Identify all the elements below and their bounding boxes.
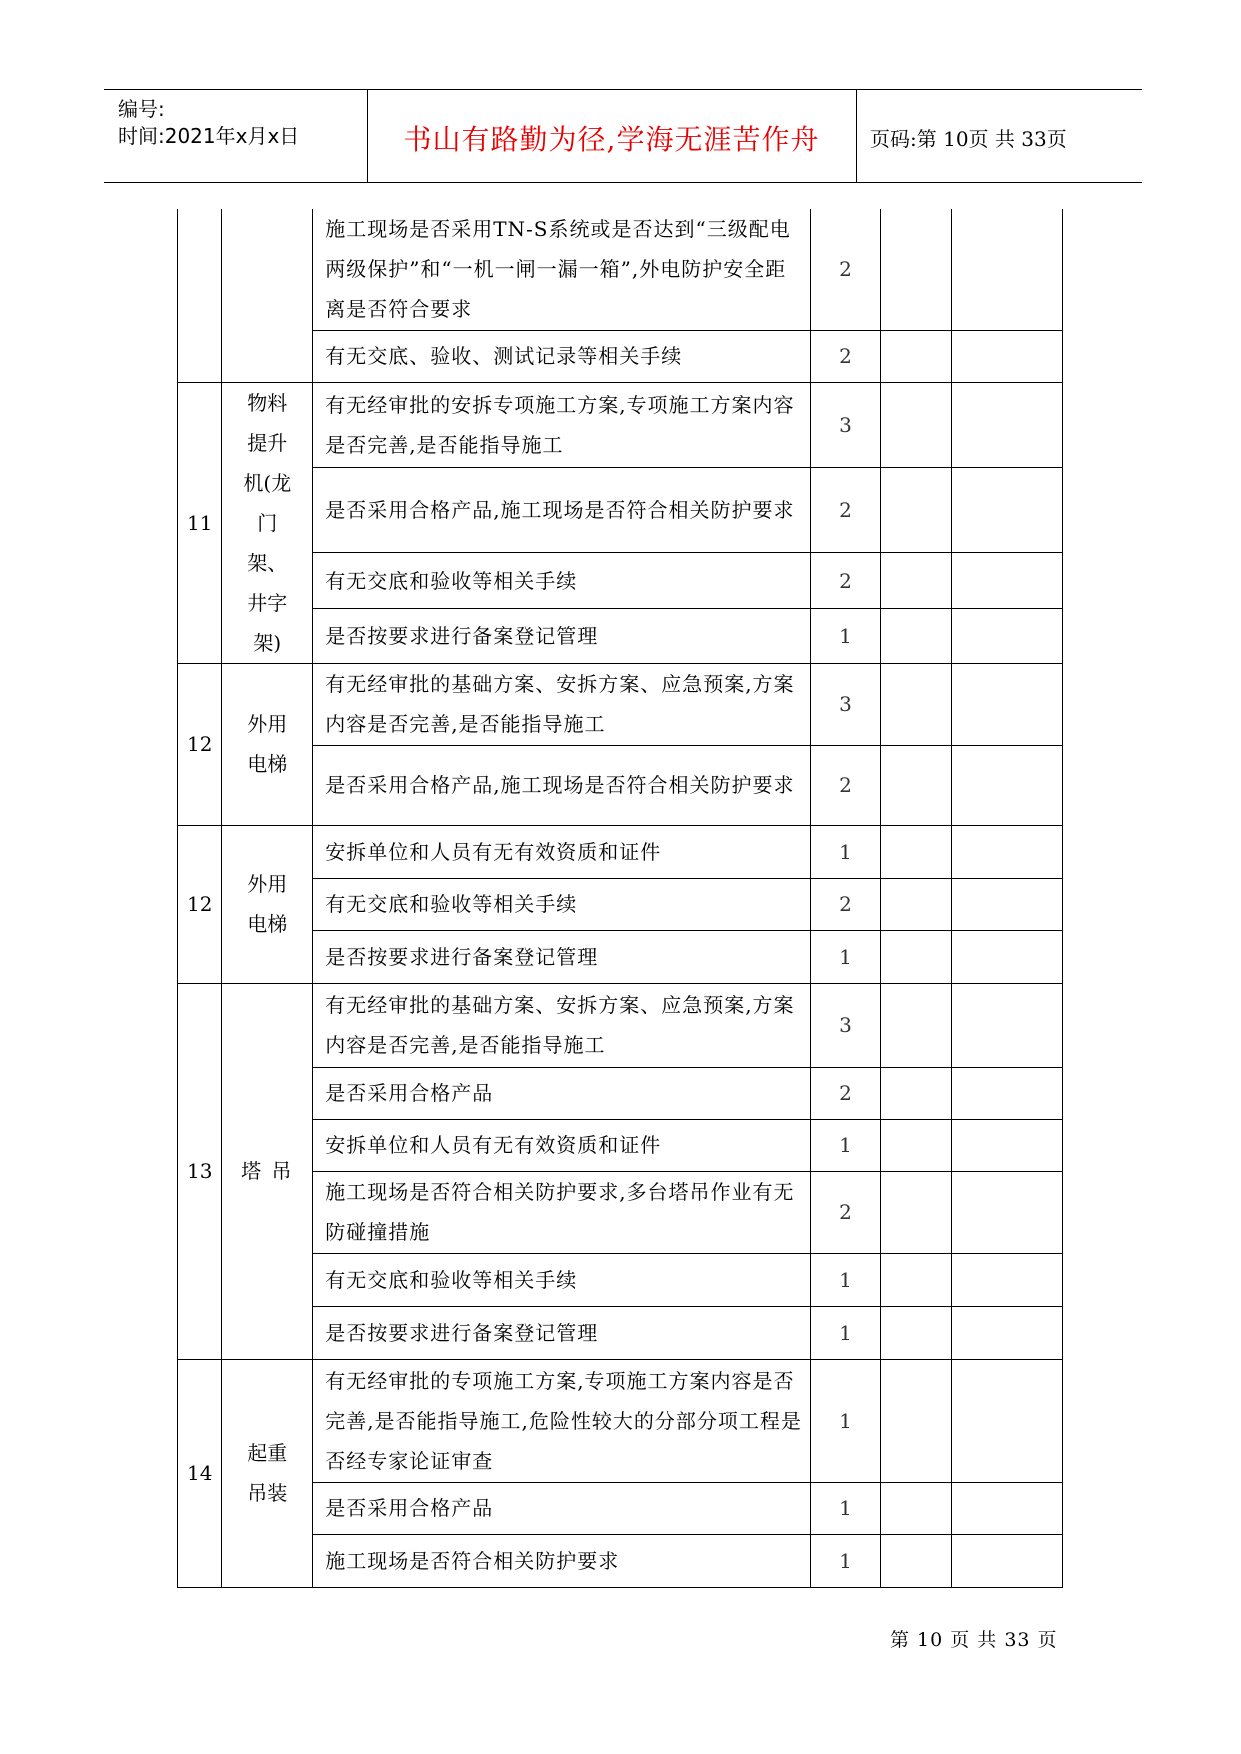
group-number-cell: 12: [178, 663, 222, 825]
header-motto-cell: [367, 90, 857, 182]
score-cell: 2: [810, 878, 881, 930]
check-item-text: 施工现场是否符合相关防护要求,多台塔吊作业有无防碰撞措施: [313, 1171, 810, 1253]
blank-cell: [881, 468, 952, 553]
motto-text: 书山有路勤为径,学海无涯苦作舟: [403, 123, 820, 156]
blank-cell: [951, 1171, 1062, 1253]
group-number-cell: 14: [178, 1359, 222, 1587]
blank-cell: [951, 930, 1062, 983]
group-name-cell: [222, 1359, 313, 1587]
score-cell: 3: [810, 983, 881, 1067]
blank-cell: [951, 825, 1062, 878]
group-name-text: 塔 吊: [241, 1159, 294, 1183]
group-number-cell: [178, 209, 222, 382]
blank-cell: [951, 608, 1062, 663]
score-cell: 1: [810, 1359, 881, 1482]
blank-cell: [881, 1119, 952, 1171]
blank-cell: [951, 209, 1062, 330]
blank-cell: [881, 1306, 952, 1359]
score-cell: 1: [810, 1534, 881, 1587]
blank-cell: [881, 553, 952, 609]
blank-cell: [951, 745, 1062, 825]
check-item-text: 是否采用合格产品: [313, 1067, 810, 1119]
checklist-body: [178, 209, 1063, 1587]
score-cell: 2: [810, 209, 881, 330]
blank-cell: [951, 468, 1062, 553]
header-page-cell: [856, 90, 1142, 182]
group-number-cell: 12: [178, 825, 222, 983]
group-name-cell: [222, 382, 313, 663]
check-item-text: 有无经审批的专项施工方案,专项施工方案内容是否完善,是否能指导施工,危险性较大的分部分项工程是否经专家论证审查: [313, 1359, 810, 1482]
check-item-text: 是否按要求进行备案登记管理: [313, 608, 810, 663]
table-row: [178, 983, 1063, 1067]
header-info-cell: [104, 90, 368, 182]
check-item-text: 是否按要求进行备案登记管理: [313, 1306, 810, 1359]
score-cell: 1: [810, 1482, 881, 1534]
check-item-text: 安拆单位和人员有无有效资质和证件: [313, 825, 810, 878]
blank-cell: [951, 663, 1062, 745]
blank-cell: [881, 1171, 952, 1253]
check-item-text: 有无经审批的基础方案、安拆方案、应急预案,方案内容是否完善,是否能指导施工: [313, 663, 810, 745]
checklist-table: [177, 209, 1063, 1588]
score-cell: 1: [810, 825, 881, 878]
check-item-text: 有无交底和验收等相关手续: [313, 553, 810, 609]
table-row: [178, 382, 1063, 468]
check-item-text: 有无经审批的基础方案、安拆方案、应急预案,方案内容是否完善,是否能指导施工: [313, 983, 810, 1067]
score-cell: 1: [810, 1306, 881, 1359]
group-name-text: 外用电梯: [247, 712, 288, 776]
check-item-text: 施工现场是否符合相关防护要求: [313, 1534, 810, 1587]
table-row: [178, 1359, 1063, 1482]
score-cell: 2: [810, 1171, 881, 1253]
blank-cell: [881, 1359, 952, 1482]
blank-cell: [881, 608, 952, 663]
blank-cell: [951, 1359, 1062, 1482]
blank-cell: [881, 330, 952, 382]
score-cell: 3: [810, 663, 881, 745]
score-cell: 1: [810, 1253, 881, 1306]
score-cell: 1: [810, 608, 881, 663]
page-info: 页码:第 10页 共 33页: [870, 127, 1067, 151]
blank-cell: [951, 330, 1062, 382]
blank-cell: [881, 930, 952, 983]
score-cell: 3: [810, 382, 881, 468]
table-row: [178, 209, 1063, 330]
group-name-cell: [222, 825, 313, 983]
check-item-text: 有无交底、验收、测试记录等相关手续: [313, 330, 810, 382]
blank-cell: [951, 382, 1062, 468]
blank-cell: [951, 553, 1062, 609]
score-cell: 2: [810, 1067, 881, 1119]
check-item-text: 是否采用合格产品,施工现场是否符合相关防护要求: [313, 468, 810, 553]
blank-cell: [881, 663, 952, 745]
group-name-cell: [222, 209, 313, 382]
page-header: [104, 89, 1142, 183]
blank-cell: [881, 878, 952, 930]
check-item-text: 是否采用合格产品,施工现场是否符合相关防护要求: [313, 745, 810, 825]
blank-cell: [881, 745, 952, 825]
blank-cell: [951, 1482, 1062, 1534]
blank-cell: [951, 1534, 1062, 1587]
group-name-text: 外用电梯: [247, 872, 288, 936]
blank-cell: [881, 825, 952, 878]
score-cell: 2: [810, 745, 881, 825]
check-item-text: 有无交底和验收等相关手续: [313, 878, 810, 930]
table-row: [178, 663, 1063, 745]
blank-cell: [951, 1119, 1062, 1171]
score-cell: 2: [810, 330, 881, 382]
group-name-cell: [222, 983, 313, 1359]
blank-cell: [881, 209, 952, 330]
page-footer: 第 10 页 共 33 页: [890, 1629, 1058, 1651]
score-cell: 2: [810, 553, 881, 609]
check-item-text: 有无经审批的安拆专项施工方案,专项施工方案内容是否完善,是否能指导施工: [313, 382, 810, 468]
check-item-text: 安拆单位和人员有无有效资质和证件: [313, 1119, 810, 1171]
code-label: 编号:: [118, 97, 165, 121]
group-name-cell: [222, 663, 313, 825]
blank-cell: [881, 1534, 952, 1587]
blank-cell: [881, 1067, 952, 1119]
score-cell: 2: [810, 468, 881, 553]
blank-cell: [951, 1253, 1062, 1306]
group-name-text: 起重吊装: [247, 1441, 288, 1505]
blank-cell: [881, 382, 952, 468]
group-number-cell: 13: [178, 983, 222, 1359]
blank-cell: [881, 1482, 952, 1534]
check-item-text: 施工现场是否采用TN-S系统或是否达到“三级配电两级保护”和“一机一闸一漏一箱”,外电防护安全距离是否符合要求: [313, 209, 810, 330]
blank-cell: [951, 1306, 1062, 1359]
score-cell: 1: [810, 930, 881, 983]
blank-cell: [881, 983, 952, 1067]
blank-cell: [951, 983, 1062, 1067]
group-number-cell: 11: [178, 382, 222, 663]
blank-cell: [951, 878, 1062, 930]
time-label: 时间:2021年x月x日: [118, 124, 300, 148]
blank-cell: [881, 1253, 952, 1306]
score-cell: 1: [810, 1119, 881, 1171]
check-item-text: 是否采用合格产品: [313, 1482, 810, 1534]
table-row: [178, 825, 1063, 878]
check-item-text: 是否按要求进行备案登记管理: [313, 930, 810, 983]
check-item-text: 有无交底和验收等相关手续: [313, 1253, 810, 1306]
group-name-text: 物料提升机(龙门架、井字架): [243, 390, 292, 655]
blank-cell: [951, 1067, 1062, 1119]
